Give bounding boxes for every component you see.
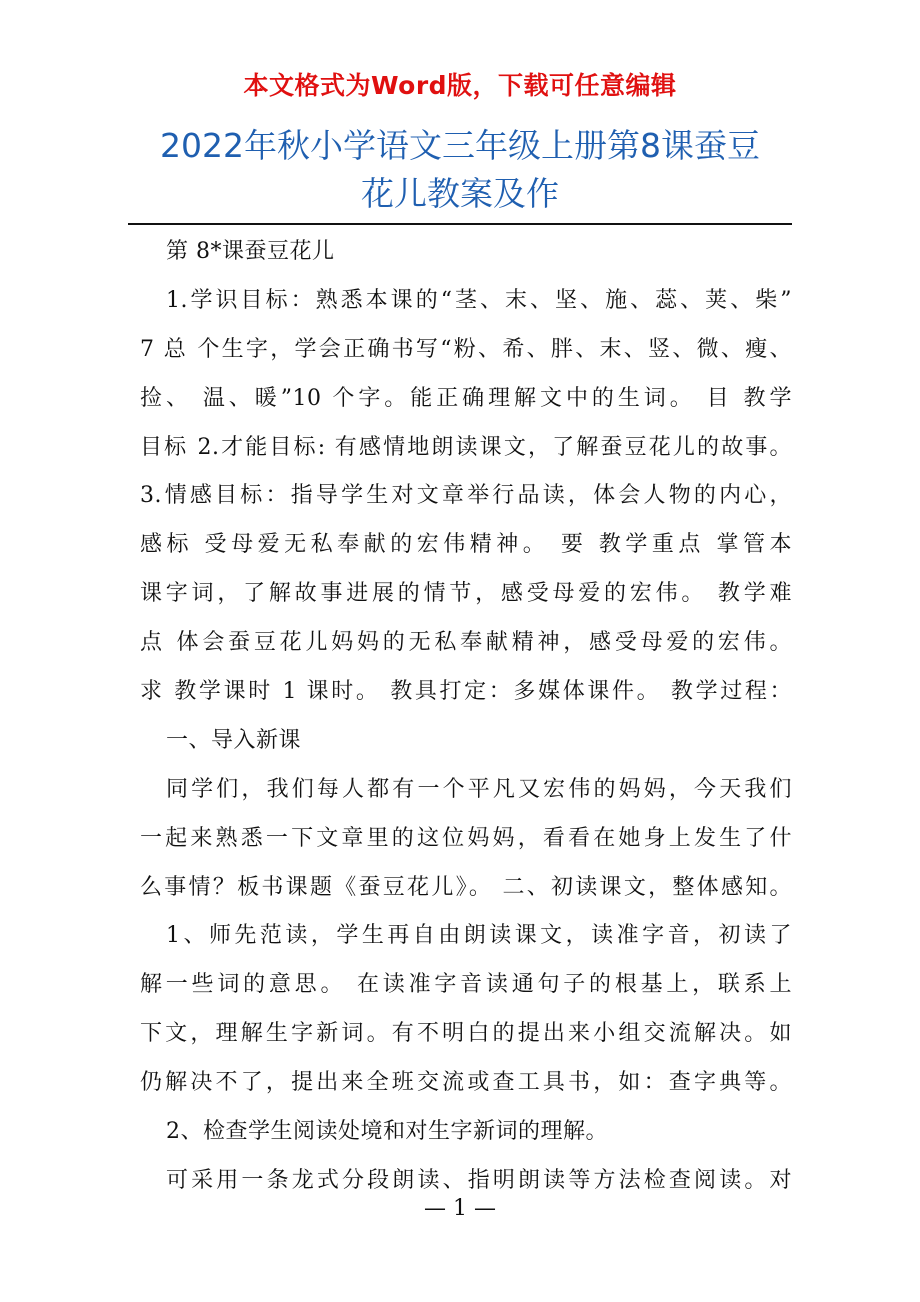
text-line: 可采用一条龙式分段朗读、指明朗读等方法检查阅读。对 [166,1167,792,1193]
title-line-2: 花儿教案及作 [361,174,559,213]
document-body [140,228,792,1206]
text-line: 么事情？板书课题《蚕豆花儿》。 二、初读课文，整体感知。 [140,874,792,900]
text-line: 点 体会蚕豆花儿妈妈的无私奉献精神，感受母爱的宏伟。 [140,630,792,656]
download-banner: 本文格式为Word版，下载可任意编辑 [243,71,677,100]
text-line: 2、检查学生阅读处境和对生字新词的理解。 [166,1119,608,1145]
text-line: 求 教学课时 1 课时。 教具打定：多媒体课件。 教学过程： [140,679,792,705]
text-line: 解一些词的意思。 在读准字音读通句子的根基上，联系上 [140,972,792,998]
document-title [120,122,800,218]
text-line: 1.学识目标：熟悉本课的“茎、末、坚、施、蕊、荚、柴” [166,287,792,313]
text-line: 目标 2.才能目标: 有感情地朗读课文，了解蚕豆花儿的故事。 [140,434,792,460]
text-line: 第 8*课蚕豆花儿 [166,239,335,264]
text-line: 捡、 温、暖”10 个字。能正确理解文中的生词。 目 教学 [140,385,792,411]
title-line-1: 2022年秋小学语文三年级上册第8课蚕豆 [160,126,760,165]
text-line: 课字词，了解故事进展的情节，感受母爱的宏伟。 教学难 [140,581,792,607]
page-number: — 1 — [424,1196,496,1221]
text-line: 3.情感目标：指导学生对文章举行品读，体会人物的内心， [140,483,792,509]
text-line: 感标 受母爱无私奉献的宏伟精神。 要 教学重点 掌管本 [140,532,792,558]
text-line: 1、师先范读，学生再自由朗读课文，读准字音，初读了 [166,923,792,949]
text-line: 一起来熟悉一下文章里的这位妈妈，看看在她身上发生了什 [140,825,792,851]
text-line: 7 总 个生字，学会正确书写“粉、希、胖、末、竖、微、瘦、 [140,336,792,362]
title-divider [128,223,792,225]
text-line: 下文，理解生字新词。有不明白的提出来小组交流解决。如 [140,1021,792,1047]
text-line: 仍解决不了，提出来全班交流或查工具书，如：查字典等。 [140,1070,792,1096]
text-line: 同学们，我们每人都有一个平凡又宏伟的妈妈，今天我们 [166,776,792,802]
section-heading: 一、导入新课 [166,727,302,753]
